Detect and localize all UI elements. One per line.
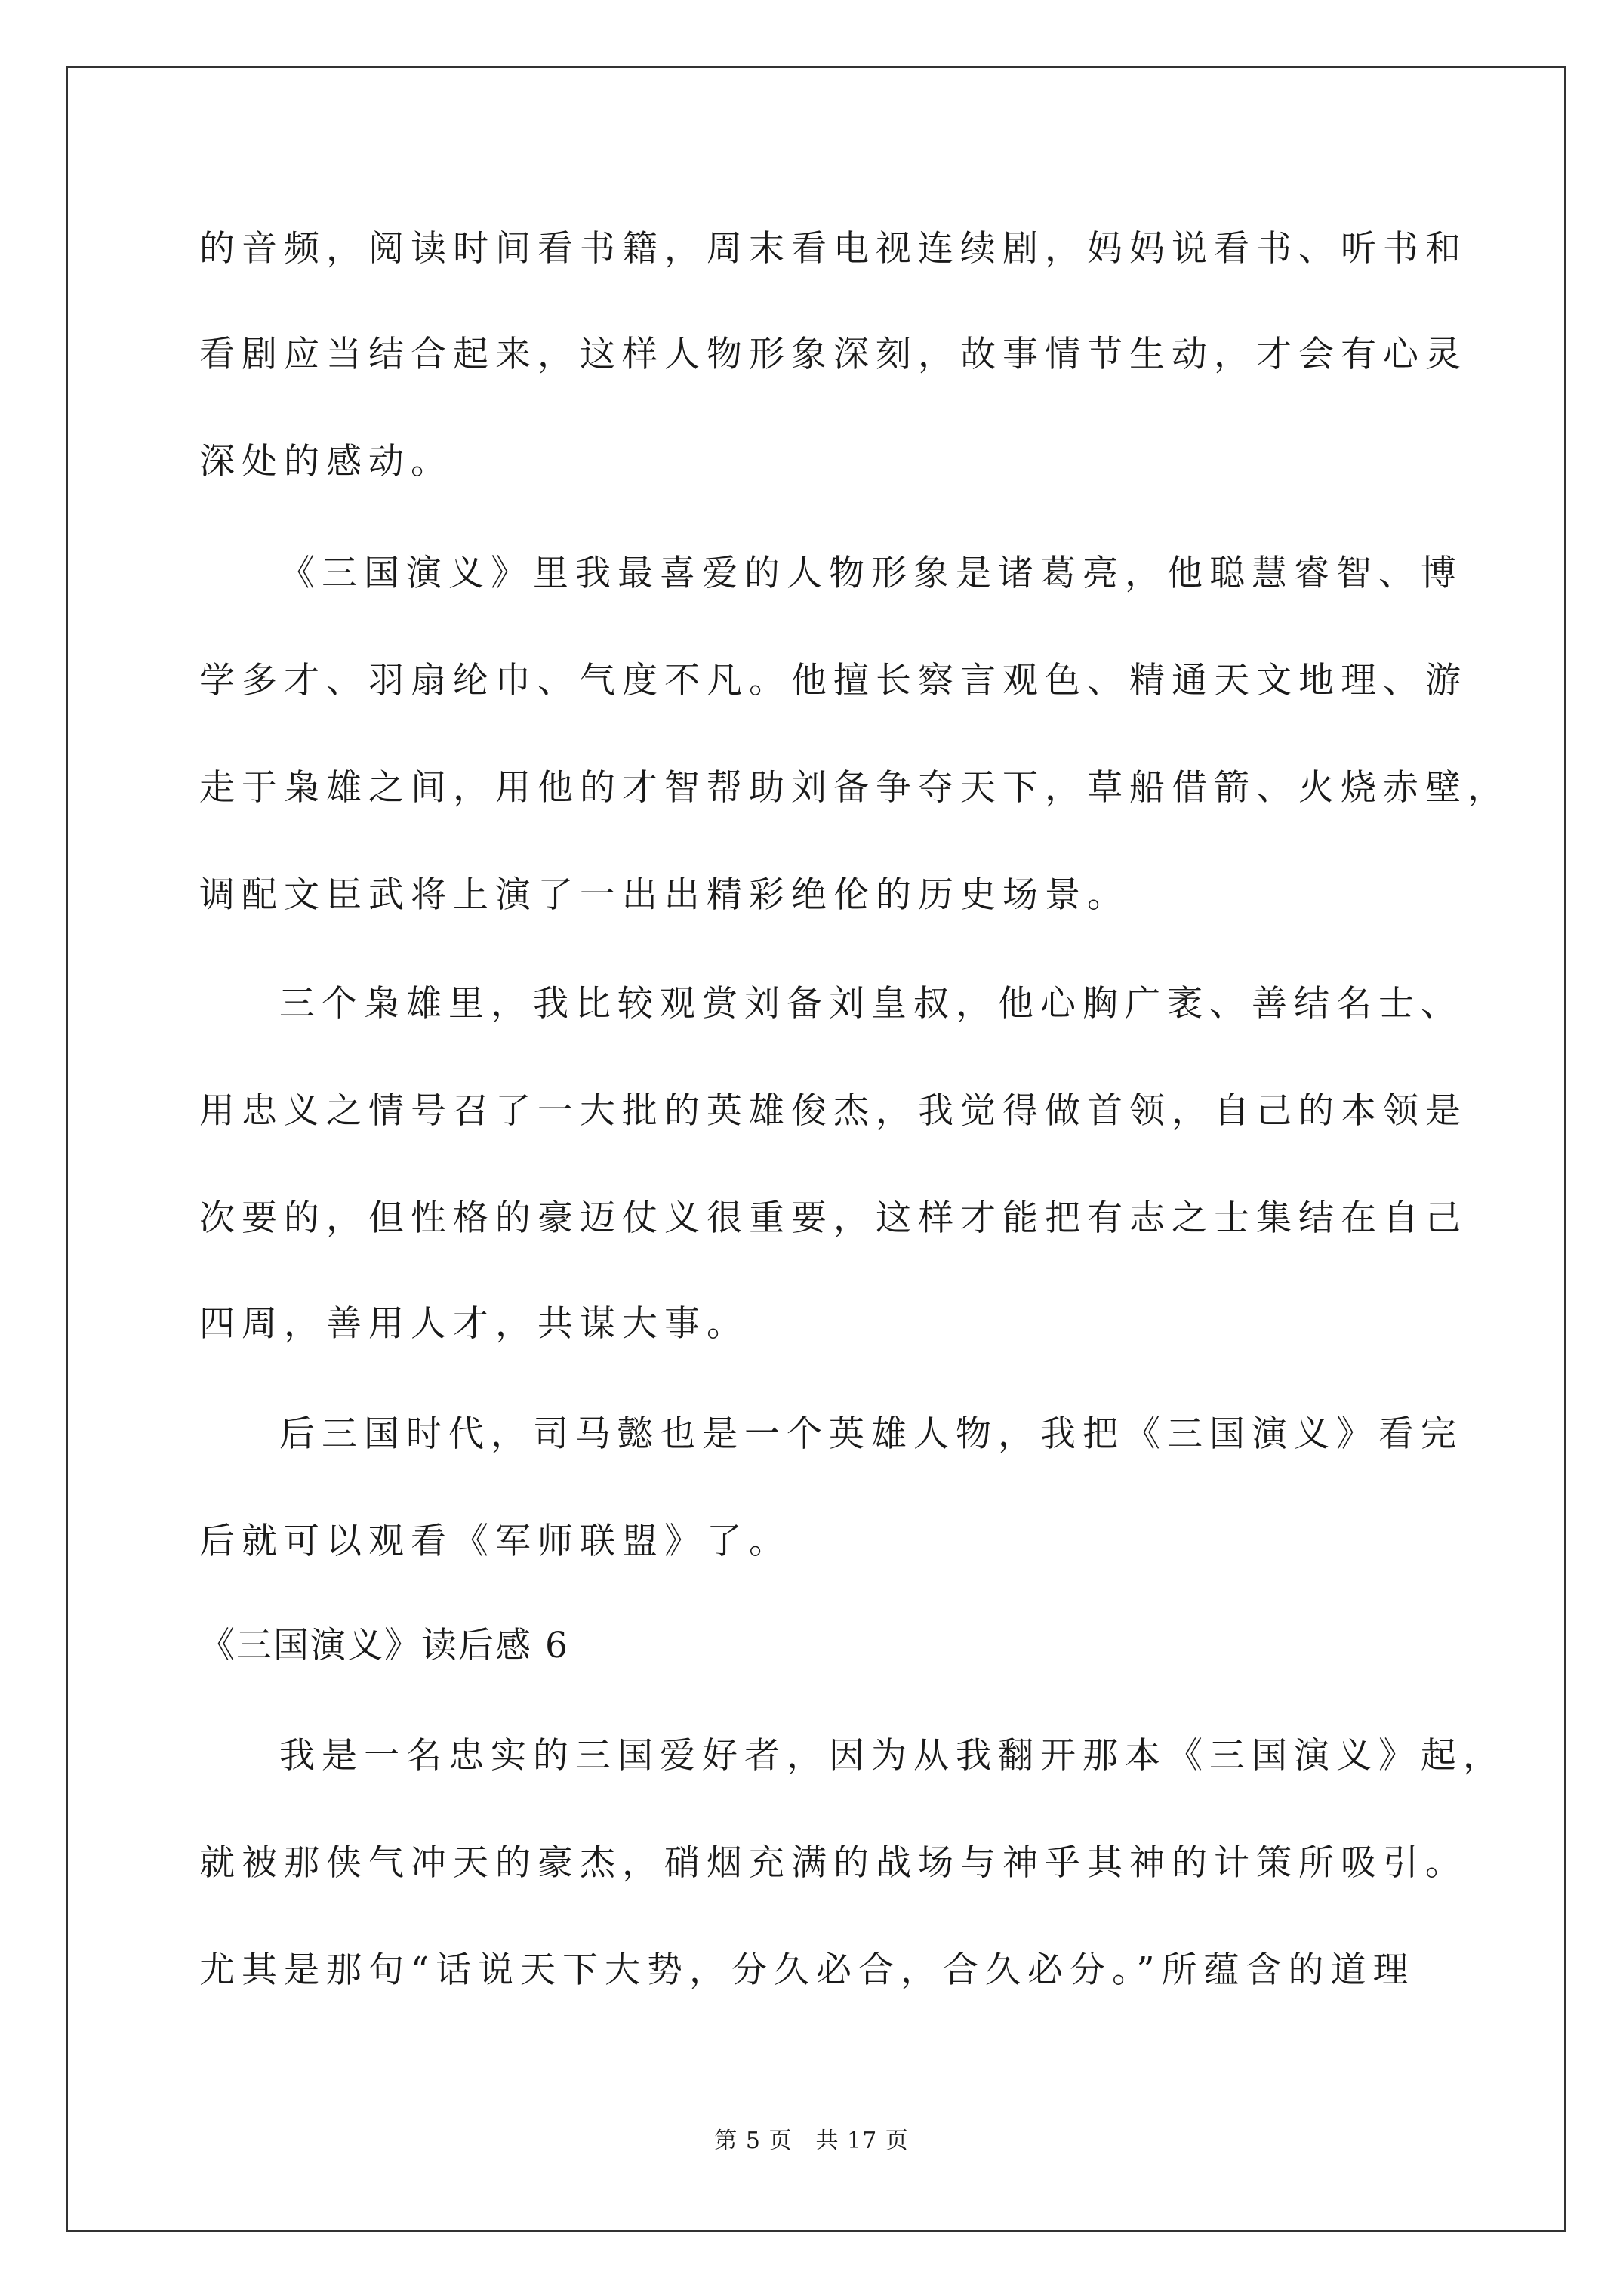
paragraph-2-line-3: 走于枭雄之间，用他的才智帮助刘备争夺天下，草船借箭、火烧赤壁， — [199, 767, 1510, 809]
paragraph-2-line-1: 《三国演义》里我最喜爱的人物形象是诸葛亮，他聪慧睿智、博 — [279, 553, 1463, 594]
paragraph-2-line-4: 调配文臣武将上演了一出出精彩绝伦的历史场景。 — [199, 874, 1129, 916]
paragraph-1-line-2: 看剧应当结合起来，这样人物形象深刻，故事情节生动，才会有心灵 — [199, 334, 1467, 375]
paragraph-4-line-2: 后就可以观看《军师联盟》了。 — [199, 1521, 791, 1562]
section-heading: 《三国演义》读后感 6 — [199, 1625, 569, 1666]
paragraph-3-line-3: 次要的，但性格的豪迈仗义很重要，这样才能把有志之士集结在自己 — [199, 1197, 1467, 1239]
paragraph-4-line-1: 后三国时代，司马懿也是一个英雄人物，我把《三国演义》看完 — [279, 1413, 1463, 1455]
paragraph-5-line-3: 尤其是那句“话说天下大势，分久必合，合久必分。”所蕴含的道理 — [199, 1949, 1415, 1991]
paragraph-3-line-1: 三个枭雄里，我比较观赏刘备刘皇叔，他心胸广袤、善结名士、 — [279, 983, 1463, 1025]
paragraph-3-line-2: 用忠义之情号召了一大批的英雄俊杰，我觉得做首领，自己的本领是 — [199, 1090, 1467, 1132]
page-number-footer: 第 5 页 共 17 页 — [714, 2128, 909, 2154]
paragraph-1-line-3: 深处的感动。 — [199, 441, 453, 482]
paragraph-5-line-2: 就被那侠气冲天的豪杰，硝烟充满的战场与神乎其神的计策所吸引。 — [199, 1842, 1467, 1884]
paragraph-2-line-2: 学多才、羽扇纶巾、气度不凡。他擅长察言观色、精通天文地理、游 — [199, 660, 1467, 701]
paragraph-3-line-4: 四周，善用人才，共谋大事。 — [199, 1303, 749, 1345]
paragraph-1-line-1: 的音频，阅读时间看书籍，周末看电视连续剧，妈妈说看书、听书和 — [199, 228, 1467, 270]
page-border — [66, 66, 1566, 2232]
paragraph-5-line-1: 我是一名忠实的三国爱好者，因为从我翻开那本《三国演义》起， — [279, 1735, 1505, 1777]
